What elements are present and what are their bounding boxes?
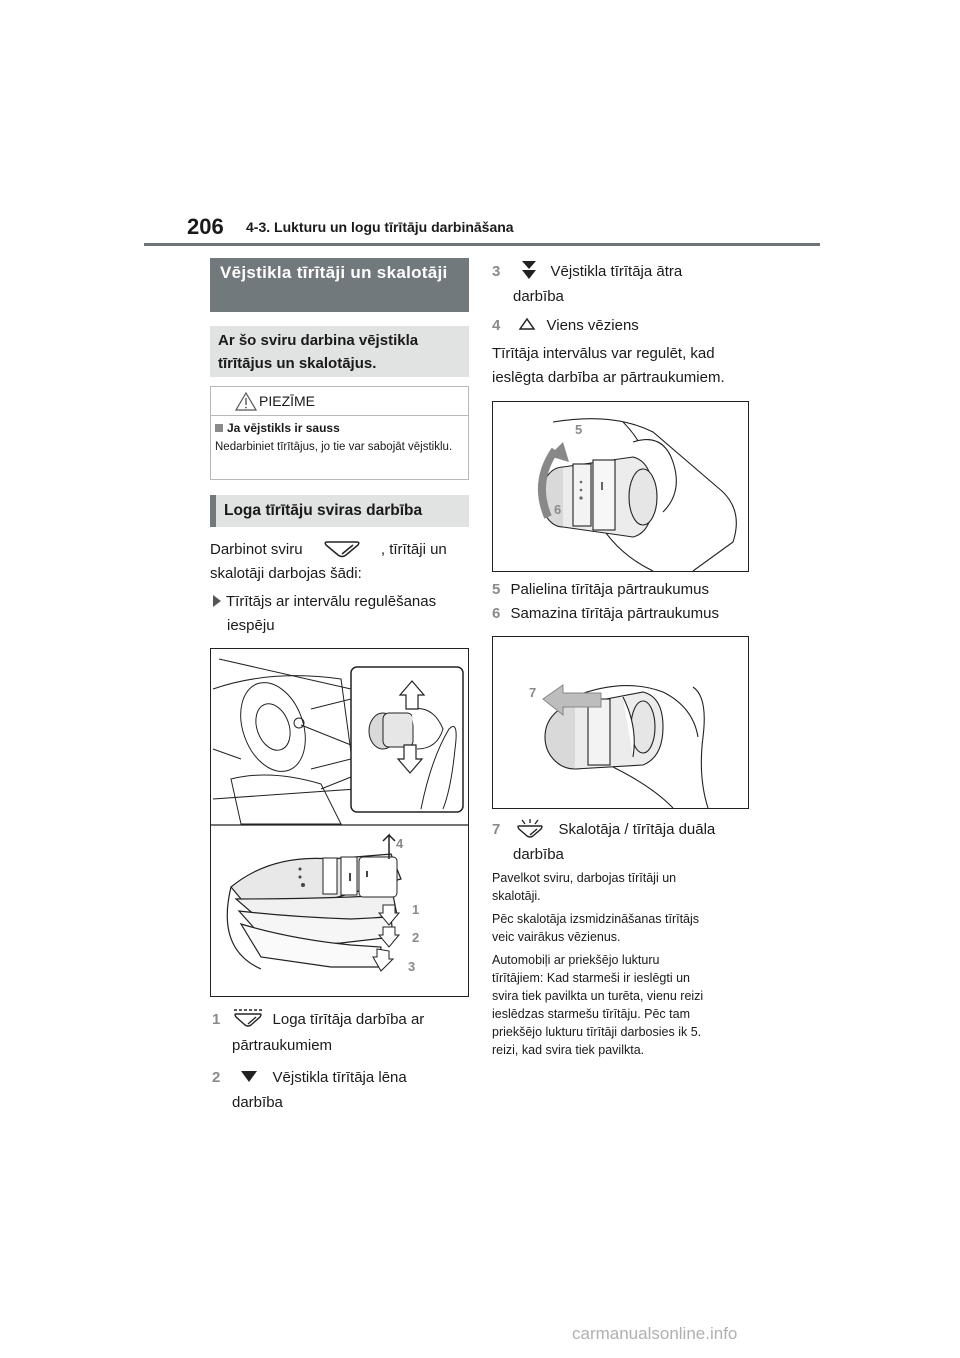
p3-line-5: priekšējo lukturu tīrītāji darbosies ik 5. <box>492 1025 702 1039</box>
p1-line-1: Pavelkot sviru, darbojas tīrītāji un <box>492 871 677 885</box>
figure-interval-dial <box>492 401 749 572</box>
callout-1: 1 <box>412 902 420 917</box>
washer-pull-illustration <box>493 637 748 808</box>
item-7-line-2: darbība <box>513 846 564 863</box>
arrow-bullet-icon <box>212 595 222 607</box>
callout-7: 7 <box>529 685 537 700</box>
subsection-title: Loga tīrītāju sviras darbība <box>210 495 469 527</box>
operate-line-1: Darbinot sviru , tīrītāji un <box>210 538 447 562</box>
item-2-line-2: darbība <box>232 1094 283 1111</box>
p3-line-3: svira tiek pavilkta un turēta, vienu reizi <box>492 989 704 1003</box>
item-5: 5 Palielina tīrītāja pārtraukumus <box>492 581 709 598</box>
bullet-line-1: Tīrītājs ar intervālu regulēšanas <box>212 590 436 614</box>
bullet-line-2: iespēju <box>227 617 275 634</box>
header-rule <box>144 243 820 246</box>
warning-triangle-icon <box>235 392 257 411</box>
figure-lever-positions <box>210 648 469 997</box>
item-1-line-2: pārtraukumiem <box>232 1037 333 1054</box>
callout-2: 2 <box>412 930 420 945</box>
callout-3: 3 <box>408 959 416 974</box>
p3-line-2: tīrītājiem: Kad starmeši ir ieslēgti un <box>492 971 690 985</box>
note-box <box>210 386 469 480</box>
interval-line-2: ieslēgta darbība ar pārtraukumiem. <box>492 369 725 386</box>
p3-line-6: reizi, kad svira tiek pavilkta. <box>492 1043 645 1057</box>
item-6: 6 Samazina tīrītāja pārtraukumus <box>492 605 719 622</box>
figure-washer-pull <box>492 636 749 809</box>
footer-watermark: carmanualsonline.info <box>572 1324 738 1343</box>
callout-6: 6 <box>554 502 562 517</box>
item-7: 7 Skalotāja / tīrītāja duāla <box>492 818 715 842</box>
item-3-line-2: darbība <box>513 288 564 305</box>
p2-line-1: Pēc skalotāja izsmidzināšanas tīrītājs <box>492 912 700 926</box>
square-bullet-icon <box>215 424 223 432</box>
washer-wiper-icon <box>515 818 545 838</box>
callout-5: 5 <box>575 422 583 437</box>
triangle-up-outline-icon <box>519 317 535 331</box>
chapter-title: 4-3. Lukturu un logu tīrītāju darbināšana <box>246 219 514 235</box>
note-text: Nedarbiniet tīrītājus, jo tie var sabojāt vējstiklu. <box>215 441 453 453</box>
intermittent-wiper-icon <box>231 1008 265 1028</box>
double-triangle-down-icon <box>519 260 539 280</box>
note-header <box>211 387 468 416</box>
p2-line-2: veic vairākus vēzienus. <box>492 930 621 944</box>
interval-line-1: Tīrītāja intervālus var regulēt, kad <box>492 345 715 362</box>
intro-box: Ar šo sviru darbina vējstikla tīrītājus un skalotājus. <box>210 326 469 377</box>
item-3: 3 Vējstikla tīrītāja ātra <box>492 260 682 284</box>
item-4: 4 Viens vēziens <box>492 317 639 334</box>
p1-line-2: skalotāji. <box>492 889 541 903</box>
section-title: Vējstikla tīrītāji un skalotāji <box>210 258 469 312</box>
p3-line-1: Automobiļi ar priekšējo lukturu <box>492 953 660 967</box>
lever-positions-illustration <box>211 649 468 996</box>
item-1: 1 Loga tīrītāja darbība ar <box>212 1008 424 1032</box>
operate-line-2: skalotāji darbojas šādi: <box>210 565 362 582</box>
page-number: 206 <box>187 214 224 239</box>
note-subtitle: Ja vējstikls ir sauss <box>215 421 340 435</box>
note-label: PIEZĪME <box>259 393 316 409</box>
p3-line-4: ieslēdzas starmešu tīrītāju. Pēc tam <box>492 1007 690 1021</box>
callout-4: 4 <box>396 836 404 851</box>
single-triangle-down-icon <box>239 1069 259 1083</box>
item-2: 2 Vējstikla tīrītāja lēna <box>212 1069 407 1086</box>
wiper-lever-icon <box>315 538 369 558</box>
interval-dial-illustration <box>493 402 748 571</box>
